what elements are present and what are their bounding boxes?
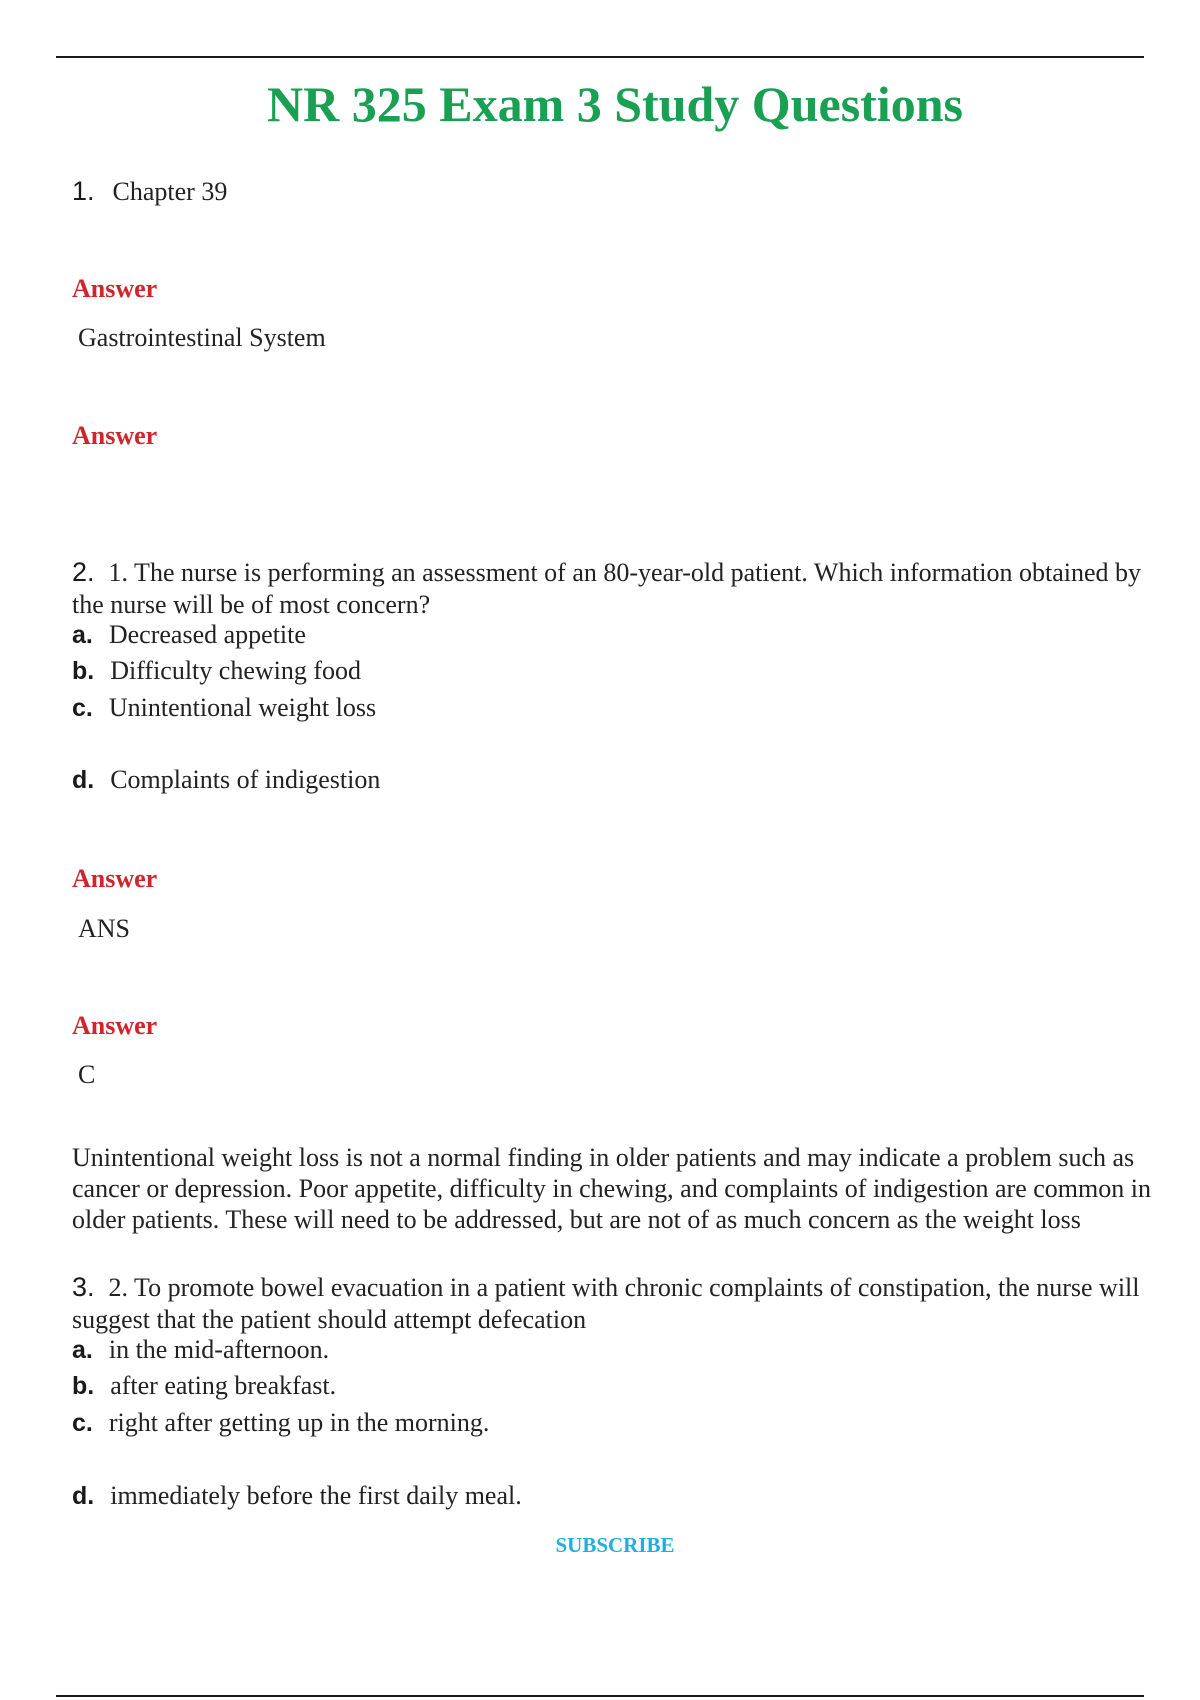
question-text: 1. The nurse is performing an assessment of an 80-year-old patient. Which information obtained by the nurse will be of most concern? <box>72 558 1142 619</box>
option-letter: a. <box>72 621 93 649</box>
page-title: NR 325 Exam 3 Study Questions <box>267 76 963 132</box>
option-text: in the mid-afternoon. <box>108 1335 330 1364</box>
option-text: Decreased appetite <box>108 620 306 649</box>
question-3 <box>72 1271 1152 1336</box>
answer-text: Gastrointestinal System <box>78 323 326 352</box>
question-number: 1. <box>72 176 95 206</box>
answer-text: ANS <box>78 914 131 943</box>
option-letter: a. <box>72 1336 93 1364</box>
option-d <box>72 765 380 795</box>
option-text: Complaints of indigestion <box>110 765 381 794</box>
question-2 <box>72 556 1152 621</box>
answer-label: Answer <box>72 1011 158 1040</box>
option-c <box>72 1408 489 1438</box>
option-text: immediately before the first daily meal. <box>110 1481 522 1510</box>
question-1 <box>72 176 227 207</box>
option-text: Unintentional weight loss <box>108 693 377 722</box>
option-letter: b. <box>72 657 95 685</box>
option-a <box>72 620 306 650</box>
bottom-rule <box>56 1695 1144 1697</box>
option-letter: d. <box>72 766 95 794</box>
question-number: 3. <box>72 1272 95 1302</box>
option-letter: c. <box>72 1409 93 1437</box>
option-c <box>72 693 376 723</box>
option-text: after eating breakfast. <box>110 1371 337 1400</box>
option-text: Difficulty chewing food <box>110 656 362 685</box>
option-a <box>72 1335 329 1365</box>
option-b <box>72 1371 336 1401</box>
option-d <box>72 1481 522 1511</box>
question-number: 2. <box>72 557 95 587</box>
option-letter: d. <box>72 1482 95 1510</box>
answer-label: Answer <box>72 274 158 303</box>
option-b <box>72 656 361 686</box>
subscribe-link[interactable]: SUBSCRIBE <box>555 1533 675 1557</box>
question-text: Chapter 39 <box>112 177 228 206</box>
answer-label: Answer <box>72 864 158 893</box>
option-letter: b. <box>72 1372 95 1400</box>
question-text: 2. To promote bowel evacuation in a patient with chronic complaints of constipation, the nurse will suggest that the patient should attempt defecation <box>72 1273 1140 1334</box>
answer-text: C <box>78 1060 96 1089</box>
answer-explanation: Unintentional weight loss is not a normal finding in older patients and may indicate a problem such as cancer or depression. Poor appetite, difficulty in chewing, and complaints of indigestion are common in older patients. These will need to be addressed, but are not of as much concern as the weight loss <box>72 1143 1151 1234</box>
top-rule <box>56 56 1144 58</box>
answer-label: Answer <box>72 421 158 450</box>
option-letter: c. <box>72 694 93 722</box>
option-text: right after getting up in the morning. <box>108 1408 490 1437</box>
